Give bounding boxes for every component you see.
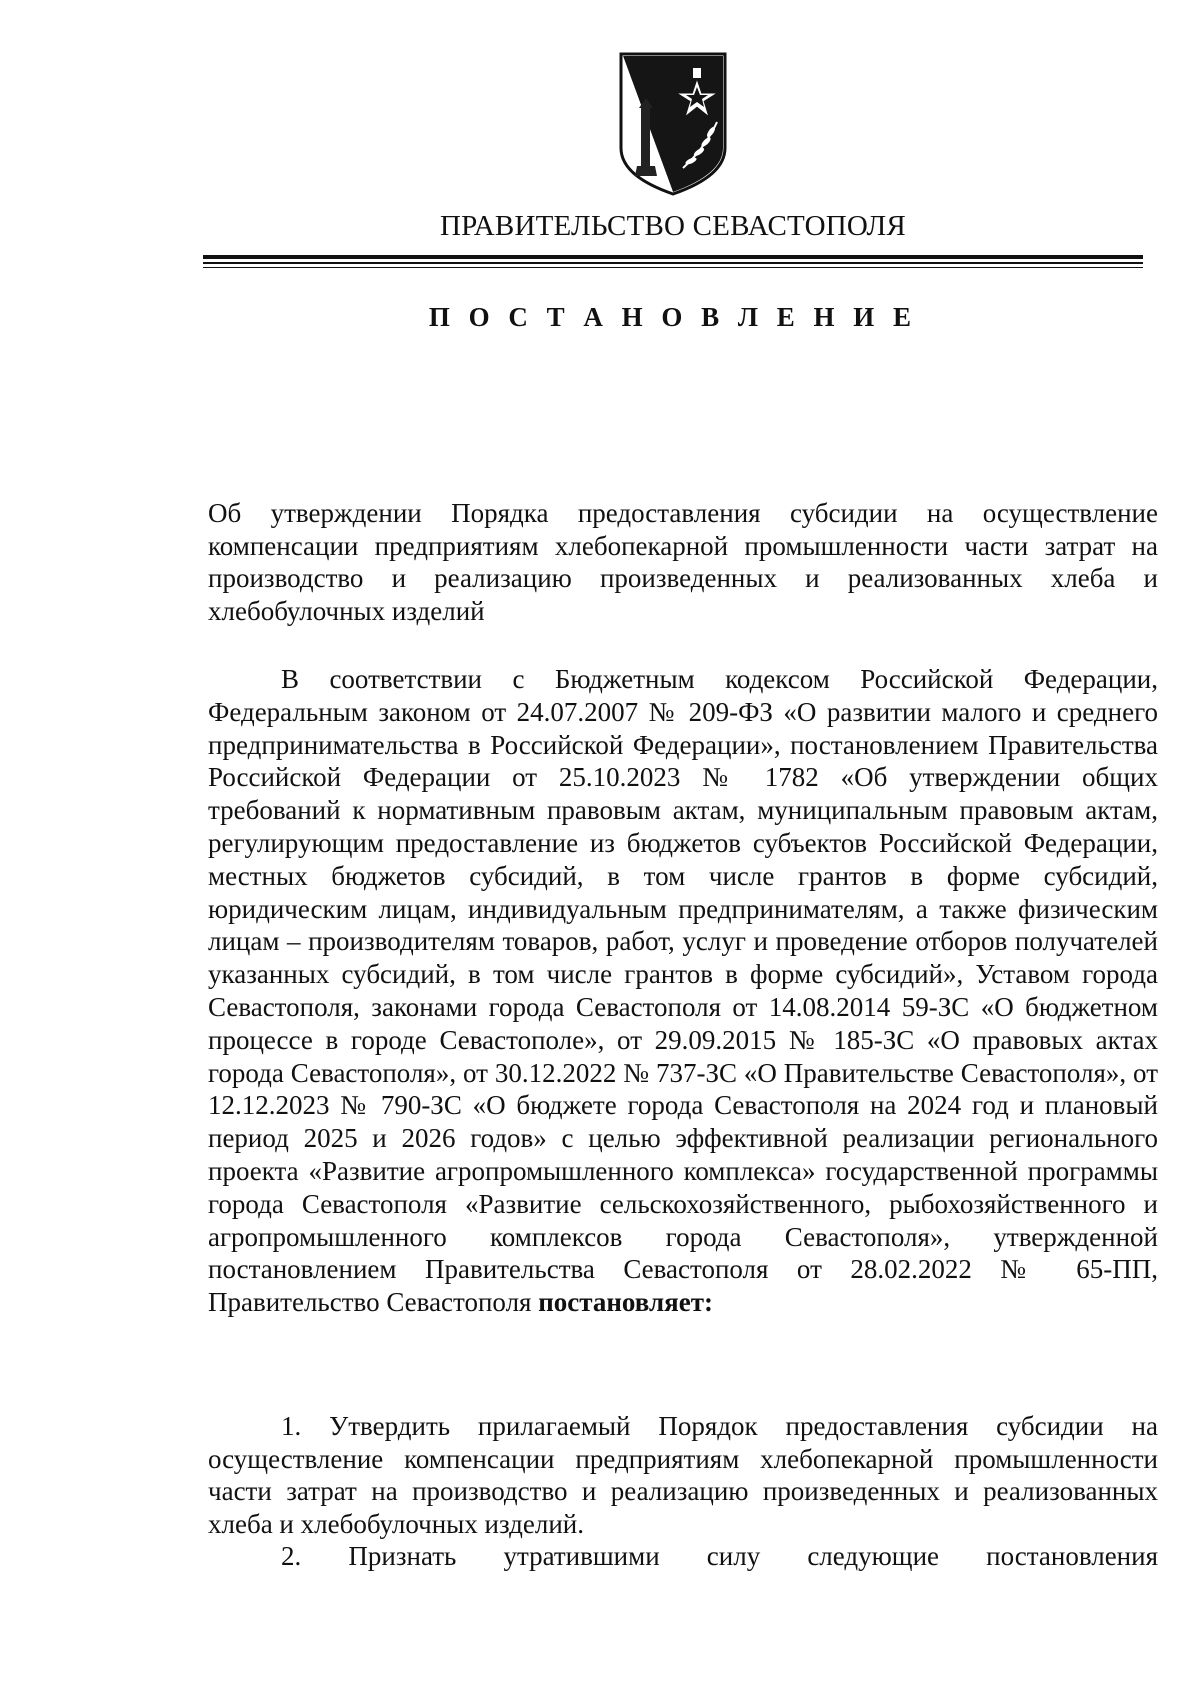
resolution-item-2: 2. Признать утратившими силу следующие постановления (281, 1541, 1158, 1571)
header-rule-thin (203, 267, 1143, 268)
preamble-paragraph (208, 663, 1158, 1319)
preamble-text: В соответствии с Бюджетным кодексом Российской Федерации, Федеральным законом от 24.07.2007 № 209-ФЗ «О развитии малого и среднего предпринимательства в Российской Федерации», постановлением Правительства Российской Федерации от 25.10.2023 № 1782 «Об утверждении общих требований к нормативным правовым актам, муниципальным правовым актам, регулирующим предоставление из бюджетов субъектов Российской Федерации, местных бюджетов субсидий, в том числе грантов в форме субсидий, юридическим лицам, индивидуальным предпринимателям, а также физическим лицам – производителям товаров, работ, услуг и проведение отборов получателей указанных субсидий, в том числе грантов в форме субсидий», Уставом города Севастополя, законами города Севастополя от 14.08.2014 59-ЗС «О бюджетном процессе в городе Севастополе», от 29.09.2015 № 185-ЗС «О правовых актах города Севастополя», от 30.12.2022 № 737-ЗС «О Правительстве Севастополя», от 12.12.2023 № 790-ЗС «О бюджете города Севастополя на 2024 год и плановый период 2025 и 2026 годов» с целью эффективной реализации регионального проекта «Развитие агропромышленного комплекса» государственной программы города Севастополя «Развитие сельскохозяйственного, рыбохозяйственного и агропромышленного комплексов города Севастополя», утвержденной постановлением Правительства Севастополя от 28.02.2022 № 65-ПП, Правительство Севастополя (208, 664, 1158, 1318)
header-rule-medium (203, 262, 1143, 264)
coat-of-arms-emblem (613, 48, 733, 198)
decree-word: постановляет: (538, 1287, 713, 1318)
government-title: ПРАВИТЕЛЬСТВО СЕВАСТОПОЛЯ (440, 210, 906, 242)
document-subject: Об утверждении Порядка предоставления субсидии на осуществление компенсации предприятиям хлебопекарной промышленности части затрат на производство и реализацию произведенных и реализованных хлеба и хлебобулочных изделий (208, 498, 1158, 627)
document-type-heading: П О С Т А Н О В Л Е Н И Е (428, 302, 918, 332)
resolution-item-1: 1. Утвердить прилагаемый Порядок предоставления субсидии на осуществление компенсации предприятиям хлебопекарной промышленности части затрат на производство и реализацию произведенных и реализованных хлеба и хлебобулочных изделий. (208, 1411, 1158, 1539)
header-rule-thick (203, 255, 1143, 259)
